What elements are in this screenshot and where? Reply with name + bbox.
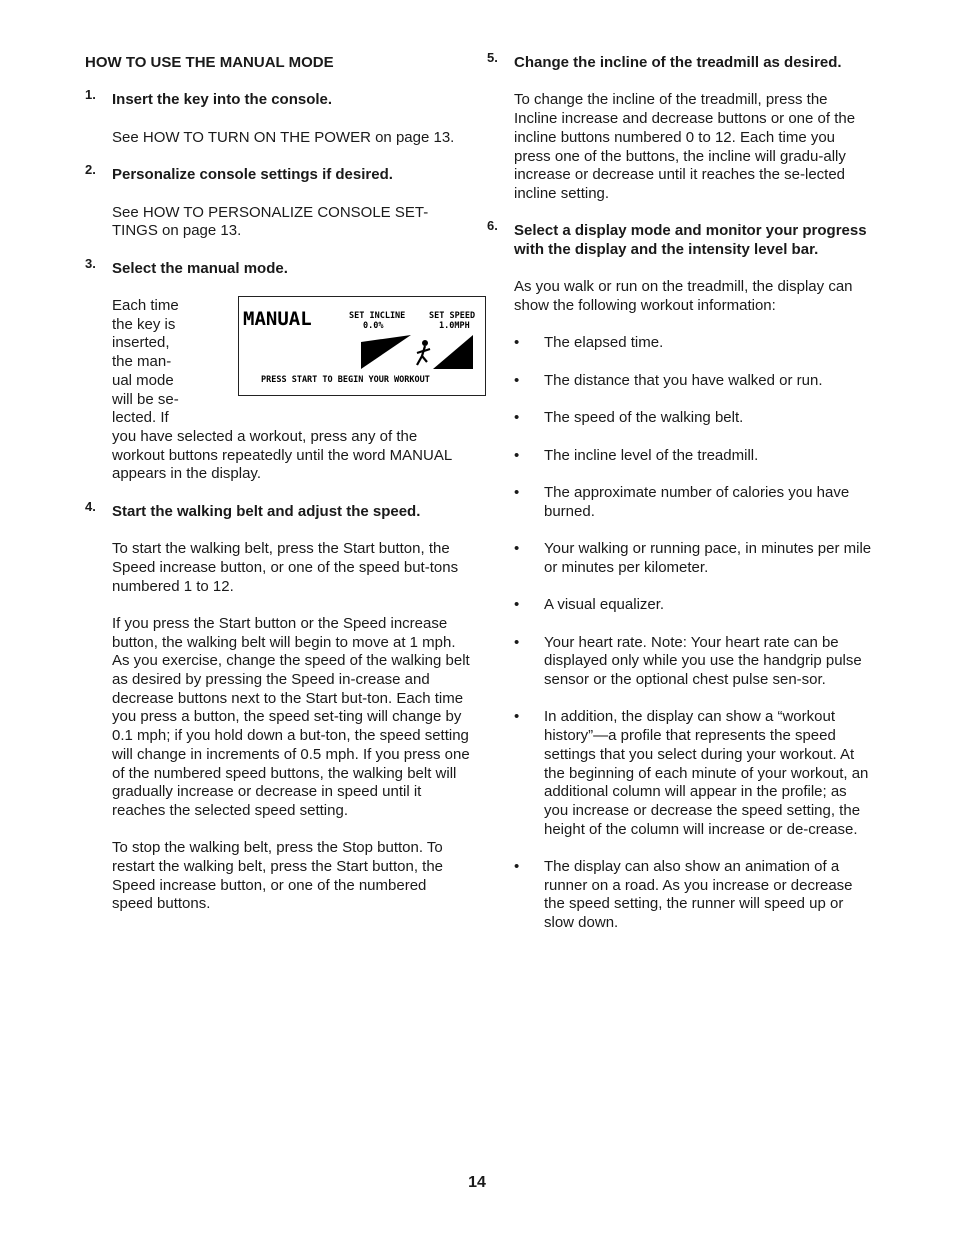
display-incline-value: 0.0% (363, 321, 384, 332)
list-item (514, 708, 872, 839)
step-paragraph: To start the walking belt, press the Start button, the Speed increase button, or one of the speed but-tons numbered 1 to 12. (112, 540, 459, 595)
display-graphic (239, 297, 485, 395)
step-body: To change the incline of the treadmill, press the Incline increase and decrease buttons or one of the incline buttons numbered 0 to 12. Each time you press one of the buttons, the incline will gradu-ally increase or decrease until it reaches the se-lected incline setting. (514, 91, 856, 202)
step-title: Start the walking belt and adjust the speed. (112, 502, 421, 520)
step-title: Select a display mode and monitor your progress with the display and the intensity level bar. (514, 222, 867, 258)
step-2 (85, 162, 470, 241)
list-item (514, 409, 872, 428)
list-item (514, 334, 872, 353)
step-number: 4. (85, 498, 96, 514)
bullet-icon: • (514, 484, 520, 502)
step-number: 3. (85, 255, 96, 271)
step-title: Insert the key into the console. (112, 91, 333, 109)
list-item-text: A visual equalizer. (544, 596, 665, 614)
display-speed-label: SET SPEED (429, 311, 476, 322)
bullet-icon: • (514, 334, 520, 352)
display-prompt: PRESS START TO BEGIN YOUR WORKOUT (261, 375, 430, 386)
bullet-icon: • (514, 446, 520, 464)
bullet-icon: • (514, 596, 520, 614)
list-item-text: Your heart rate. Note: Your heart rate can be displayed only while you use the handgrip pulse sensor or the optional chest pulse sen-sor. (544, 633, 862, 689)
wrap-line: lected. If (112, 409, 169, 427)
step-paragraph: To stop the walking belt, press the Stop button. To restart the walking belt, press the Start button, the Speed increase button, or one of the numbered speed buttons. (112, 839, 444, 913)
step-body: As you walk or run on the treadmill, the display can show the following workout information: (514, 278, 853, 315)
list-item-text: The approximate number of calories you have burned. (544, 484, 850, 520)
wrap-line: will be se- (112, 390, 179, 408)
wrap-text (112, 297, 208, 428)
bullet-icon: • (514, 409, 520, 427)
display-speed-value: 1.0MPH (439, 321, 470, 332)
step-paragraph: If you press the Start button or the Speed increase button, the walking belt will begin to move at 1 mph. As you exercise, change the speed of the walking belt as desired by pressing the Speed in-crease and decrease buttons next to the Start but-ton. Each time you press a button, the speed set-ting will change by 0.1 mph; if you hold down a but-ton, the speed setting will change in increments of 0.5 mph. If you press one of the numbered speed buttons, the walking belt will gradually increase or decrease in speed until it reaches the selected speed setting. (112, 614, 470, 819)
section-heading: HOW TO USE THE MANUAL MODE (85, 54, 334, 71)
list-item-text: The display can also show an animation of a runner on a road. As you increase or decrease the speed setting, the runner will speed up or slow down. (544, 858, 853, 932)
step-body: See HOW TO TURN ON THE POWER on page 13. (112, 128, 455, 146)
step-title: Personalize console settings if desired. (112, 166, 393, 184)
list-item (514, 484, 872, 521)
list-item-text: The elapsed time. (544, 334, 664, 352)
step-number: 2. (85, 162, 96, 178)
list-item-text: Your walking or running pace, in minutes per mile or minutes per kilometer. (544, 540, 872, 576)
right-column (487, 50, 872, 952)
step-body: See HOW TO PERSONALIZE CONSOLE SET-TINGS on page 13. (112, 203, 429, 240)
display-incline-label: SET INCLINE (349, 311, 406, 322)
runner-icon (417, 346, 430, 365)
step-title: Select the manual mode. (112, 259, 288, 277)
step-3-body (112, 297, 476, 484)
step-number: 6. (487, 218, 498, 234)
step-6 (487, 218, 872, 933)
list-item-text: The distance that you have walked or run. (544, 371, 823, 389)
wrap-line: Each time (112, 297, 179, 315)
step-5 (487, 50, 872, 204)
bullet-icon: • (514, 708, 520, 726)
step-3-body-rest: you have selected a workout, press any of the workout buttons repeatedly until the word MANUAL appears in the display. (112, 427, 452, 483)
bullet-icon: • (514, 633, 520, 651)
runner-icon-head (422, 340, 428, 346)
left-column (85, 54, 476, 933)
step-3 (85, 255, 476, 484)
console-display-illustration (238, 296, 486, 396)
step-number: 1. (85, 87, 96, 103)
list-item (514, 447, 872, 466)
wrap-line: inserted, (112, 334, 170, 352)
list-item-text: In addition, the display can show a “workout history”—a profile that represents the speed settings that you select during your workout. At the beginning of each minute of your workout, an additional column will appear in the profile; as you increase or decrease the speed setting, the height of the column will increase or de-crease. (544, 708, 869, 838)
bullet-icon: • (514, 371, 520, 389)
list-item (514, 596, 872, 615)
list-item (514, 540, 872, 577)
list-item-text: The incline level of the treadmill. (544, 446, 759, 464)
bullet-icon: • (514, 540, 520, 558)
wrap-line: the key is (112, 315, 176, 333)
wrap-line: ual mode (112, 371, 174, 389)
bullet-icon: • (514, 858, 520, 876)
speed-graphic (433, 335, 473, 369)
list-item (514, 634, 872, 690)
step-number: 5. (487, 50, 498, 65)
list-item (514, 372, 872, 391)
list-item (514, 858, 872, 933)
page-number: 14 (468, 1174, 486, 1191)
step-1 (85, 87, 470, 147)
list-item-text: The speed of the walking belt. (544, 409, 744, 427)
step-title: Change the incline of the treadmill as desired. (514, 54, 842, 71)
display-mode-text: MANUAL (243, 308, 312, 331)
display-info-list (514, 334, 872, 932)
wrap-line: the man- (112, 353, 172, 371)
step-4 (85, 498, 470, 914)
